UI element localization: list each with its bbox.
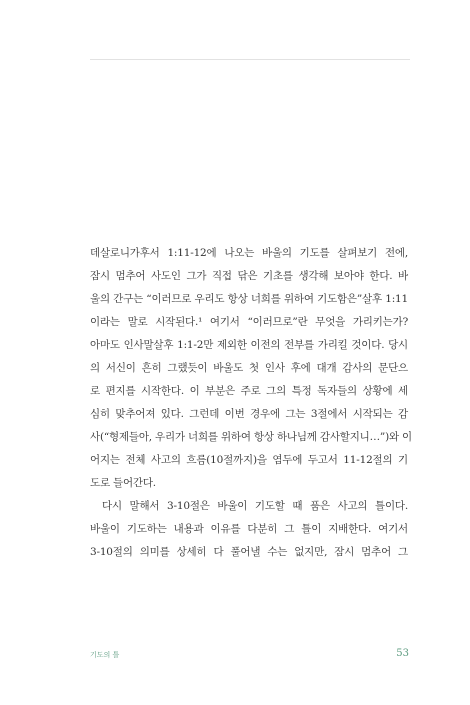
text-line: 울의 간구는 “이러므로 우리도 항상 너희를 위하여 기도함은”살후 1:11 — [90, 293, 408, 305]
text-line: 어지는 전체 사고의 흐름(10절까지)을 염두에 두고서 11-12절의 기 — [90, 454, 408, 466]
text-line: 다시 말해서 3-10절은 바울이 기도할 때 품은 사고의 틀이다. — [102, 500, 408, 512]
text-line: 심히 맞추어져 있다. 그런데 이번 경우에 그는 3절에서 시작되는 감 — [90, 408, 408, 420]
text-line: 잠시 멈추어 사도인 그가 직접 닦은 기초를 생각해 보아야 한다. 바 — [90, 270, 408, 282]
text-line: 아마도 인사말살후 1:1-2만 제외한 이전의 전부를 가리킬 것이다. 당시 — [90, 339, 408, 351]
page-number: 53 — [396, 648, 409, 659]
text-line: 이라는 말로 시작된다.¹ 여기서 “이러므로”란 무엇을 가리키는가? — [90, 316, 408, 328]
body-text — [90, 242, 412, 564]
text-line: 데살로니가후서 1:11-12에 나오는 바울의 기도를 살펴보기 전에, — [90, 247, 408, 259]
text-line: 의 서신이 흔히 그랬듯이 바울도 첫 인사 후에 대개 감사의 문단으 — [90, 362, 408, 374]
text-line: 사(“형제들아, 우리가 너희를 위하여 항상 하나님께 감사할지니…”)와 이 — [90, 431, 412, 443]
text-line: 3-10절의 의미를 상세히 다 풀어낼 수는 없지만, 잠시 멈추어 그 — [90, 546, 408, 558]
running-footer-title: 기도의 틀 — [90, 651, 120, 659]
text-line: 로 편지를 시작한다. 이 부분은 주로 그의 특정 독자들의 상황에 세 — [90, 385, 408, 397]
text-line: 바울이 기도하는 내용과 이유를 다분히 그 틀이 지배한다. 여기서 — [90, 523, 408, 535]
text-line: 도로 들어간다. — [90, 477, 156, 489]
header-rule — [90, 59, 410, 60]
